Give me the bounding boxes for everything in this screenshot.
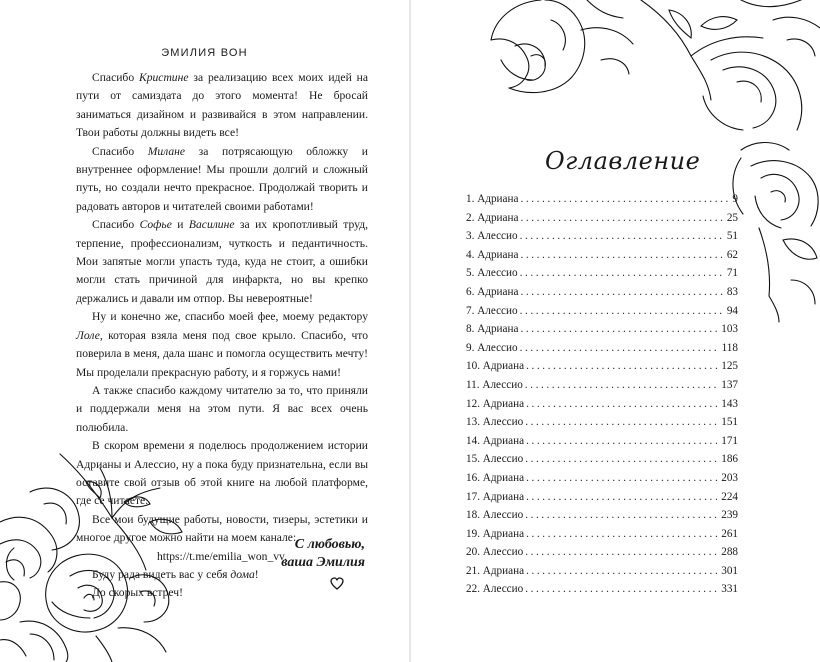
paragraph: Все мои будущие работы, новости, тизеры, эстетики и многое другое можно найти на моем канале: xyxy=(76,512,368,545)
toc-chapter: 11. Алессио xyxy=(466,378,523,391)
toc-leader xyxy=(526,565,719,577)
toc-entry[interactable] xyxy=(466,249,738,268)
toc-entry[interactable] xyxy=(466,398,738,417)
toc-page-number: 224 xyxy=(721,490,738,503)
toc-page-number: 125 xyxy=(721,360,738,373)
toc-entry[interactable] xyxy=(466,360,738,379)
toc-leader xyxy=(520,323,719,335)
toc-entry[interactable] xyxy=(466,323,738,342)
toc-entry[interactable] xyxy=(466,212,738,231)
toc-page-number: 103 xyxy=(721,323,738,336)
paragraph: В скором времени я поделюсь продолжением истории Адрианы и Алессио, ну а пока буду признательна, если вы оставите свой отзыв об этой книге на любой платформе, где се читаете. xyxy=(76,439,368,508)
peony-illustration-left xyxy=(0,452,190,662)
toc-entry[interactable] xyxy=(466,267,738,286)
toc-page-number: 71 xyxy=(726,267,738,280)
toc-chapter: 6. Адриана xyxy=(466,285,519,298)
toc-chapter: 1. Адриана xyxy=(466,193,519,205)
toc-leader xyxy=(520,193,730,205)
paragraph: Спасибо Софье и Василине за их кропотливый труд, терпение, профессионализм, чуткость и педантичность. Мои запятые могли упасть туда, куда не стоит, а ошибки могли стать причиной для инфаркта, но вы крепко держались и давали им отпор. Вы невероятные! xyxy=(76,218,368,305)
toc-page-number: 151 xyxy=(721,416,738,429)
toc-chapter: 10. Адриана xyxy=(466,360,525,373)
toc-page-number: 288 xyxy=(721,546,738,559)
toc-leader xyxy=(526,398,719,410)
toc-page-number: 9 xyxy=(732,193,738,205)
signoff-line: С любовью, xyxy=(294,537,365,552)
paragraph: Спасибо Милане за потрясающую обложку и внутреннее оформление! Мы прошли долгий и сложный путь, но создали нечто прекрасное. Продолжай творить и радовать авторов и читателей своими работами! xyxy=(76,144,368,213)
channel-link[interactable]: https://t.me/emilia_won_vv. xyxy=(157,549,287,563)
toc-entry[interactable] xyxy=(466,509,738,528)
toc-chapter: 14. Адриана xyxy=(466,434,525,447)
signoff-line: ваша Эмилия xyxy=(281,555,365,570)
toc-entry[interactable] xyxy=(466,230,738,249)
toc-leader xyxy=(520,342,720,354)
toc-chapter: 7. Алессио xyxy=(466,304,518,317)
toc-chapter: 2. Адриана xyxy=(466,211,519,224)
toc-chapter: 3. Алессио xyxy=(466,230,518,243)
toc-entry[interactable] xyxy=(466,528,738,547)
toc-chapter: 5. Алессио xyxy=(466,267,518,280)
toc-chapter: 18. Алессио xyxy=(466,509,524,522)
toc-entry[interactable] xyxy=(466,491,738,510)
toc-page-number: 94 xyxy=(726,304,738,317)
toc-entry[interactable] xyxy=(466,435,738,454)
signature xyxy=(281,536,365,572)
toc-chapter: 8. Адриана xyxy=(466,323,519,336)
toc-entry[interactable] xyxy=(466,583,738,602)
toc-leader xyxy=(525,509,719,521)
toc-leader xyxy=(525,583,719,595)
toc-entry[interactable] xyxy=(466,379,738,398)
toc-chapter: 12. Адриана xyxy=(466,397,525,410)
toc-page-number: 51 xyxy=(726,230,738,243)
toc-chapter: 4. Адриана xyxy=(466,248,519,261)
toc-leader xyxy=(525,379,719,391)
running-head: ЭМИЛИЯ ВОН xyxy=(161,47,248,59)
toc-page-number: 62 xyxy=(726,248,738,261)
toc-page-number: 137 xyxy=(721,378,738,391)
toc-entry[interactable] xyxy=(466,472,738,491)
toc-entry[interactable] xyxy=(466,453,738,472)
toc-leader xyxy=(525,416,719,428)
toc-leader xyxy=(525,453,719,465)
closing-line: Буду рада видеть вас у себя дома! xyxy=(92,567,259,581)
toc-page-number: 186 xyxy=(721,453,738,466)
toc-entry[interactable] xyxy=(466,342,738,361)
toc-page-number: 203 xyxy=(721,471,738,484)
toc-entry[interactable] xyxy=(466,565,738,584)
toc-chapter: 21. Адриана xyxy=(466,564,525,577)
toc-leader xyxy=(526,528,719,540)
toc-entry[interactable] xyxy=(466,546,738,565)
right-page xyxy=(411,0,820,662)
toc-chapter: 22. Алессио xyxy=(466,583,524,596)
toc-chapter: 13. Алессио xyxy=(466,416,524,429)
table-of-contents xyxy=(466,193,738,602)
left-page xyxy=(0,0,409,662)
toc-chapter: 15. Алессио xyxy=(466,453,524,466)
toc-entry[interactable] xyxy=(466,305,738,324)
toc-page-number: 171 xyxy=(721,434,738,447)
toc-page-number: 301 xyxy=(721,564,738,577)
toc-leader xyxy=(520,212,724,224)
toc-page-number: 331 xyxy=(721,583,738,596)
toc-chapter: 19. Адриана xyxy=(466,527,525,540)
toc-leader xyxy=(520,230,725,242)
toc-page-number: 143 xyxy=(721,397,738,410)
toc-leader xyxy=(525,546,719,558)
closing-line: До скорых встреч! xyxy=(92,586,183,600)
toc-leader xyxy=(526,435,719,447)
toc-page-number: 118 xyxy=(721,341,738,354)
toc-entry[interactable] xyxy=(466,416,738,435)
toc-page-number: 25 xyxy=(726,211,738,224)
toc-chapter: 16. Адриана xyxy=(466,471,525,484)
toc-leader xyxy=(520,267,725,279)
toc-leader xyxy=(520,305,725,317)
toc-page-number: 261 xyxy=(721,527,738,540)
paragraph: Ну и конечно же, спасибо моей фее, моему редактору Лоле, которая взяла меня под свое крыло. Спасибо, что поверила в меня, дала шанс и помогла осуществить мечту! Мы проделали прекрасную работу, и я горжусь нами! xyxy=(76,310,368,379)
toc-entry[interactable] xyxy=(466,193,738,212)
paragraph: Спасибо Кристине за реализацию всех моих идей на пути от самиздата до этого момента! Не бросай заниматься дизайном и развивайся в этом направлении. Твои работы должны видеть все! xyxy=(76,71,368,140)
toc-chapter: 9. Алессио xyxy=(466,341,518,354)
toc-entry[interactable] xyxy=(466,286,738,305)
toc-leader xyxy=(526,491,719,503)
toc-chapter: 20. Алессио xyxy=(466,546,524,559)
toc-chapter: 17. Адриана xyxy=(466,490,525,503)
toc-page-number: 83 xyxy=(726,285,738,298)
toc-leader xyxy=(526,472,719,484)
toc-leader xyxy=(526,360,719,372)
toc-leader xyxy=(520,286,724,298)
toc-leader xyxy=(520,249,724,261)
heart-icon xyxy=(330,577,344,590)
paragraph: А также спасибо каждому читателю за то, что приняли и поддержали меня на этом пути. Я вас всех очень полюбила. xyxy=(76,383,368,434)
toc-page-number: 239 xyxy=(721,509,738,522)
toc-title: Оглавление xyxy=(545,147,701,175)
